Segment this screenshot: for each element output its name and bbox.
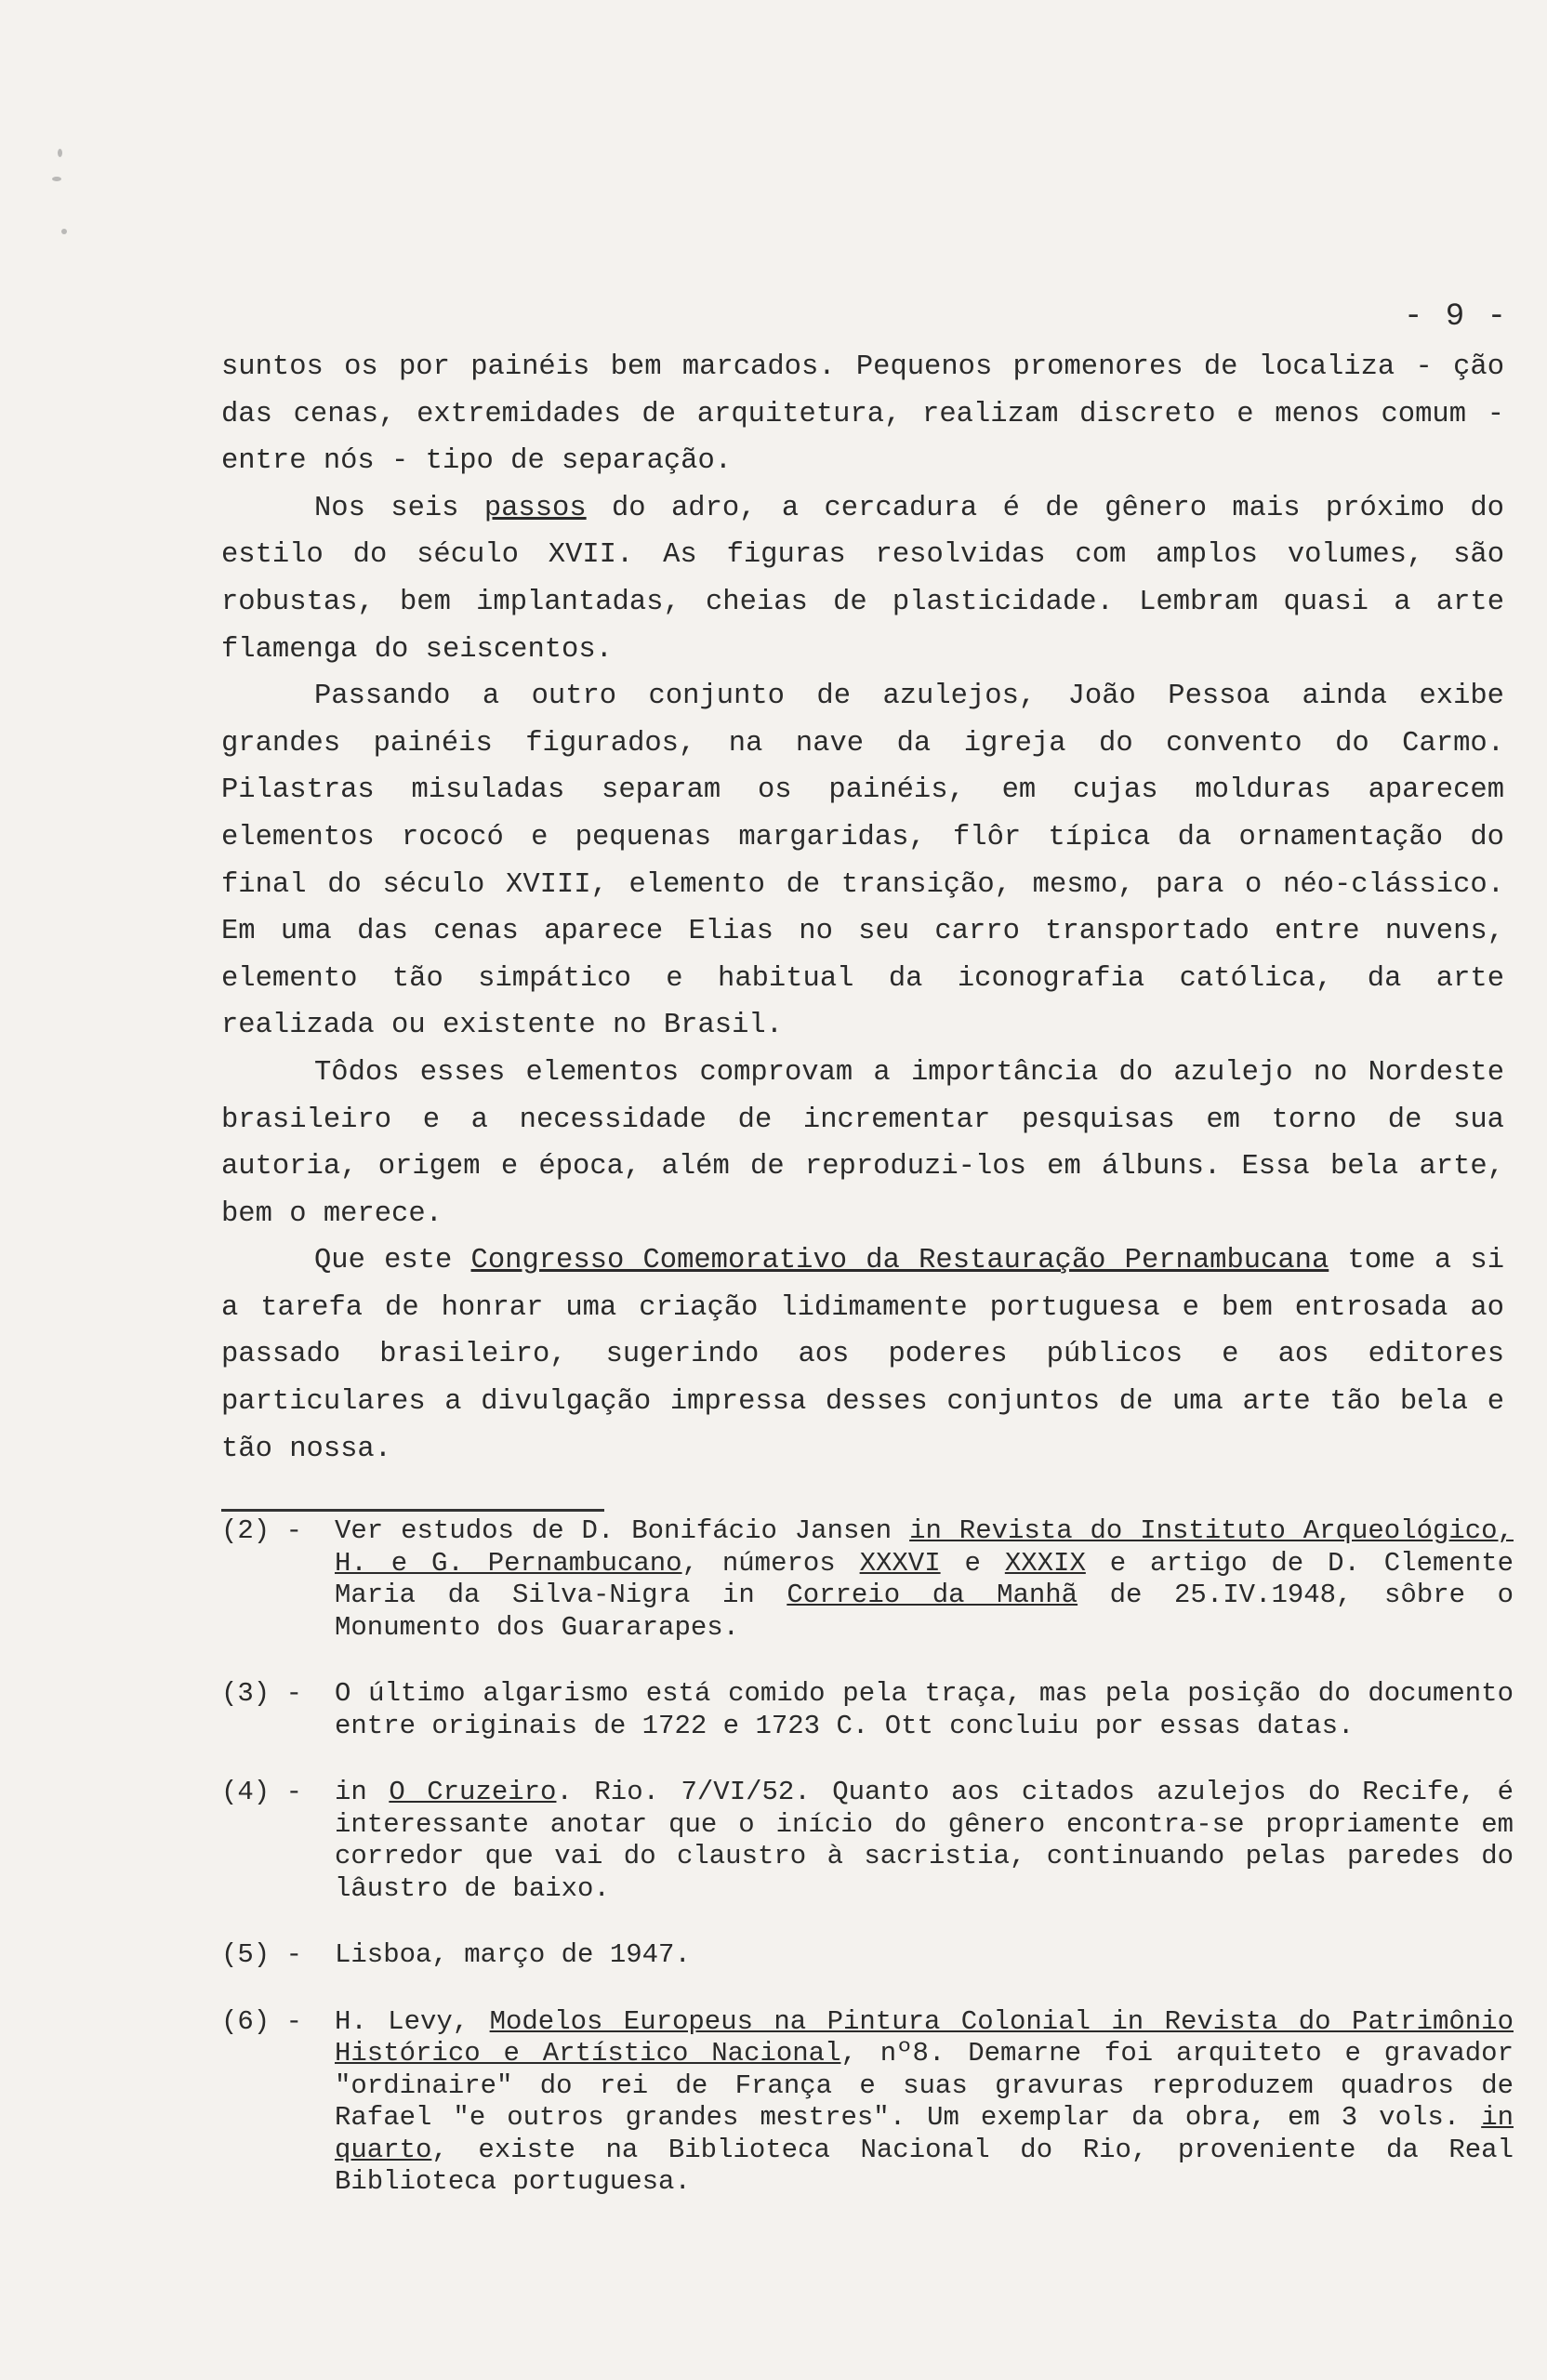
paragraph-2: Nos seis passos do adro, a cercadura é de gênero mais próximo do estilo do século XVII. As figuras resolvidas com amplos volumes, são robustas, bem implantadas, cheias de plasticidade. Lembram quasi a arte flamenga do seiscentos. — [221, 492, 1504, 666]
footnote-3 — [221, 1678, 1514, 1742]
scan-speck — [61, 229, 67, 234]
paragraph-3: Passando a outro conjunto de azulejos, João Pessoa ainda exibe grandes painéis figurados, na nave da igreja do convento do Carmo. Pilastras misuladas separam os painéis, em cujas molduras aparecem elementos rococó e pequenas margaridas, flôr típica da ornamentação do final do século XVIII, elemento de transição, mesmo, para o néo-clássico. Em uma das cenas aparece Elias no seu carro transportado entre nuvens, elemento tão simpático e habitual da iconografia católica, da arte realizada ou existente no Brasil. — [221, 681, 1504, 1042]
footnote-5 — [221, 1939, 1514, 1972]
body-text — [221, 344, 1504, 1473]
congress-title: Congresso Comemorativo da Restauração Pernambucana — [470, 1245, 1329, 1277]
scan-speck — [58, 149, 62, 157]
footnote-text: H. Levy, Modelos Europeus na Pintura Colonial in Revista do Patrimônio Histórico e Artístico Nacional, nº8. Demarne foi arquiteto e gravador "ordinaire" do rei de França e suas gravuras reproduzem quadros de Rafael "e outros grandes mestres". Um exemplar da obra, em 3 vols. in quarto, existe na Biblioteca Nacional do Rio, proveniente da Real Biblioteca portuguesa. — [335, 2005, 1514, 2197]
footnote-number: (3) - — [221, 1678, 303, 1709]
paragraph-5: Que este Congresso Comemorativo da Restauração Pernambucana tome a si a tarefa de honrar uma criação lidimamente portuguesa e bem entrosada ao passado brasileiro, sugerindo aos poderes públicos e aos editores particulares a divulgação impressa desses conjuntos de uma arte tão bela e tão nossa. — [221, 1245, 1505, 1465]
footnote-number: (4) - — [221, 1777, 303, 1807]
page-number: - 9 - — [1404, 299, 1509, 335]
paragraph-4: Tôdos esses elementos comprovam a importância do azulejo no Nordeste brasileiro e a necessidade de incrementar pesquisas em torno de sua autoria, origem e época, além de reproduzi-los em álbuns. Essa bela arte, bem o merece. — [221, 1056, 1504, 1230]
footnote-text: in O Cruzeiro. Rio. 7/VI/52. Quanto aos citados azulejos do Recife, é interessante anotar que o início do gênero encontra-se propriamente em corredor que vai do claustro à sacristia, continuando pelas paredes do lâustro de baixo. — [335, 1777, 1514, 1904]
footnote-2 — [221, 1515, 1514, 1644]
footnote-number: (5) - — [221, 1939, 303, 1970]
scan-speck — [52, 177, 61, 181]
footnote-text: O último algarismo está comido pela traça, mas pela posição do documento entre originais de 1722 e 1723 C. Ott concluiu por essas datas. — [335, 1678, 1514, 1741]
footnote-text: Lisboa, março de 1947. — [335, 1939, 691, 1970]
footnote-text: Ver estudos de D. Bonifácio Jansen in Revista do Instituto Arqueológico, H. e G. Pernambucano, números XXXVI e XXXIX e artigo de D. Clemente Maria da Silva-Nigra in Correio da Manhã de 25.IV.1948, sôbre o Monumento dos Guararapes. — [335, 1515, 1514, 1643]
paragraph-1: suntos os por painéis bem marcados. Pequenos promenores de localiza - ção das cenas, extremidades de arquitetura, realizam discreto e menos comum - entre nós - tipo de separação. — [221, 351, 1504, 478]
footnote-number: (2) - — [221, 1515, 303, 1546]
footnote-4 — [221, 1777, 1514, 1905]
footnote-number: (6) - — [221, 2005, 303, 2037]
footnote-separator — [221, 1509, 604, 1512]
footnote-6 — [221, 2006, 1514, 2199]
footnotes — [221, 1515, 1514, 2233]
underlined-term: passos — [483, 492, 587, 524]
